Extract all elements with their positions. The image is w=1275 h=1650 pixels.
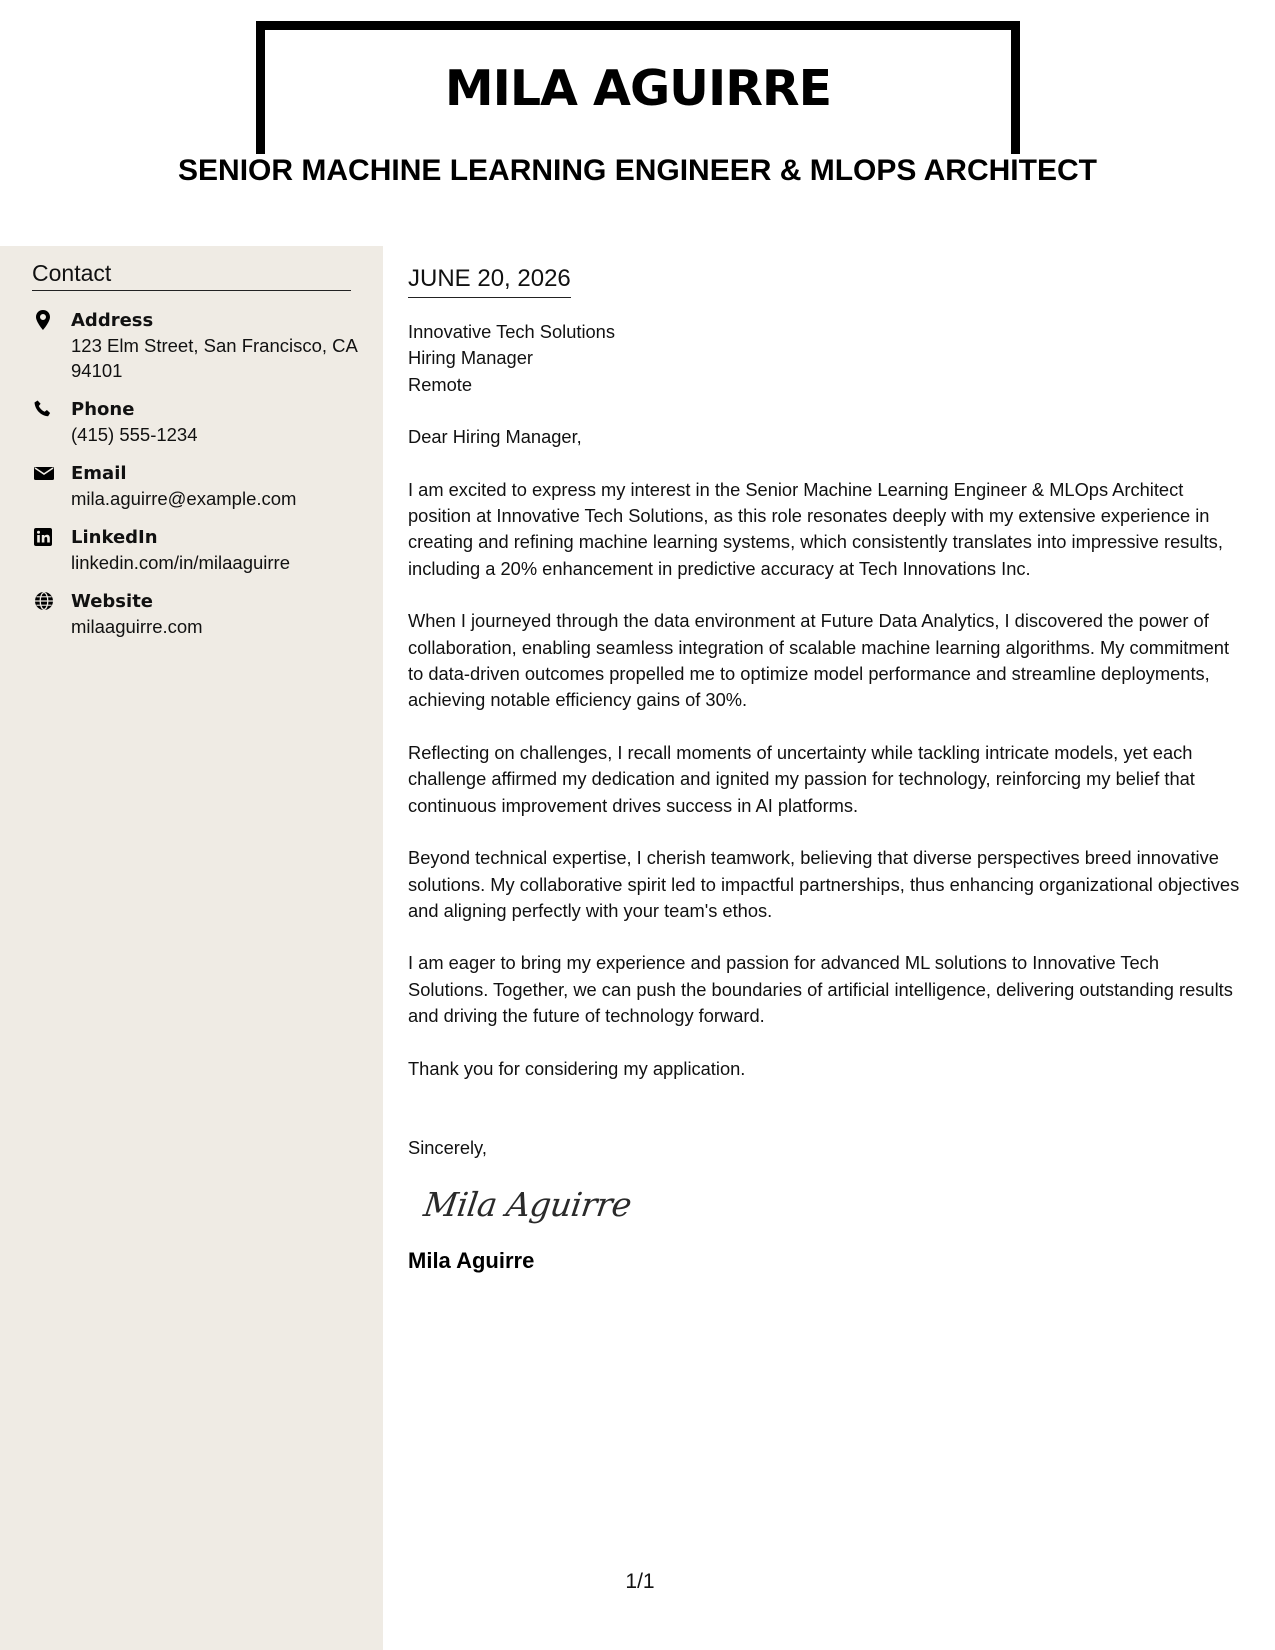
job-title-text: SENIOR MACHINE LEARNING ENGINEER & MLOPS ARCHITECT — [174, 154, 1101, 187]
recipient-block — [408, 319, 1243, 398]
body-paragraph: When I journeyed through the data environment at Future Data Analytics, I discovered the power of collaboration, enabling seamless integration of scalable machine learning algorithms. My commitment to data-driven outcomes propelled me to optimize model performance and streamline deployments, achieving notable efficiency gains of 30%. — [408, 610, 1230, 711]
job-title — [0, 154, 1275, 188]
globe-icon — [34, 591, 52, 611]
handwritten-signature: Mila Aguirre — [421, 1185, 634, 1225]
map-pin-icon — [34, 310, 52, 330]
salutation: Dear Hiring Manager, — [408, 426, 582, 448]
body-paragraph: I am eager to bring my experience and passion for advanced ML solutions to Innovative Tech Solutions. Together, we can push the boundaries of artificial intelligence, delivering outstanding results and driving the future of technology forward. — [408, 952, 1233, 1027]
contact-label-linkedin: LinkedIn — [71, 527, 158, 548]
contact-label-address: Address — [71, 310, 154, 331]
sign-off: Sincerely, — [408, 1136, 487, 1158]
contact-label-phone: Phone — [71, 399, 135, 420]
contact-item-website — [32, 589, 362, 639]
contact-item-linkedin — [32, 525, 362, 575]
contact-value-linkedin: linkedin.com/in/milaaguirre — [71, 552, 291, 573]
letter-date: JUNE 20, 2026 — [408, 264, 571, 298]
contact-heading: Contact — [32, 260, 351, 291]
contact-label-website: Website — [71, 591, 154, 612]
phone-icon — [34, 399, 52, 419]
body-paragraph: I am excited to express my interest in the Senior Machine Learning Engineer & MLOps Architect position at Innovative Tech Solutions, as this role resonates deeply with my extensive experience in creating and refining machine learning systems, which consistently translates into impressive results, including a 20% enhancement in predictive accuracy at Tech Innovations Inc. — [408, 478, 1223, 579]
recipient-title: Hiring Manager — [408, 347, 533, 369]
contact-value-address: 123 Elm Street, San Francisco, CA 94101 — [71, 335, 357, 381]
contact-value-email: mila.aguirre@example.com — [71, 488, 297, 509]
contact-label-email: Email — [71, 463, 127, 484]
recipient-company: Innovative Tech Solutions — [408, 321, 615, 342]
contact-sidebar — [0, 246, 383, 1650]
closing-thanks: Thank you for considering my application. — [408, 1057, 746, 1079]
contact-item-email — [32, 461, 362, 511]
body-paragraph: Beyond technical expertise, I cherish teamwork, believing that diverse perspectives breed innovative solutions. My collaborative spirit led to impactful partnerships, thus enhancing organizational objectives and aligning perfectly with your team's ethos. — [408, 847, 1240, 921]
page-number: 1/1 — [625, 1570, 655, 1593]
signer-name: Mila Aguirre — [408, 1248, 535, 1274]
letter-body — [408, 264, 1243, 1275]
contact-value-phone: (415) 555-1234 — [71, 424, 198, 445]
linkedin-icon — [34, 527, 52, 547]
contact-item-address — [32, 308, 362, 383]
contact-list — [32, 308, 362, 653]
applicant-name: MILA AGUIRRE — [444, 60, 832, 117]
recipient-location: Remote — [408, 373, 473, 395]
body-paragraph: Reflecting on challenges, I recall moments of uncertainty while tackling intricate models, yet each challenge affirmed my dedication and ignited my passion for technology, reinforcing my belief that continuous improvement drives success in AI platforms. — [408, 741, 1195, 816]
envelope-icon — [34, 463, 52, 483]
contact-value-website: milaaguirre.com — [71, 616, 203, 637]
contact-item-phone — [32, 397, 362, 447]
